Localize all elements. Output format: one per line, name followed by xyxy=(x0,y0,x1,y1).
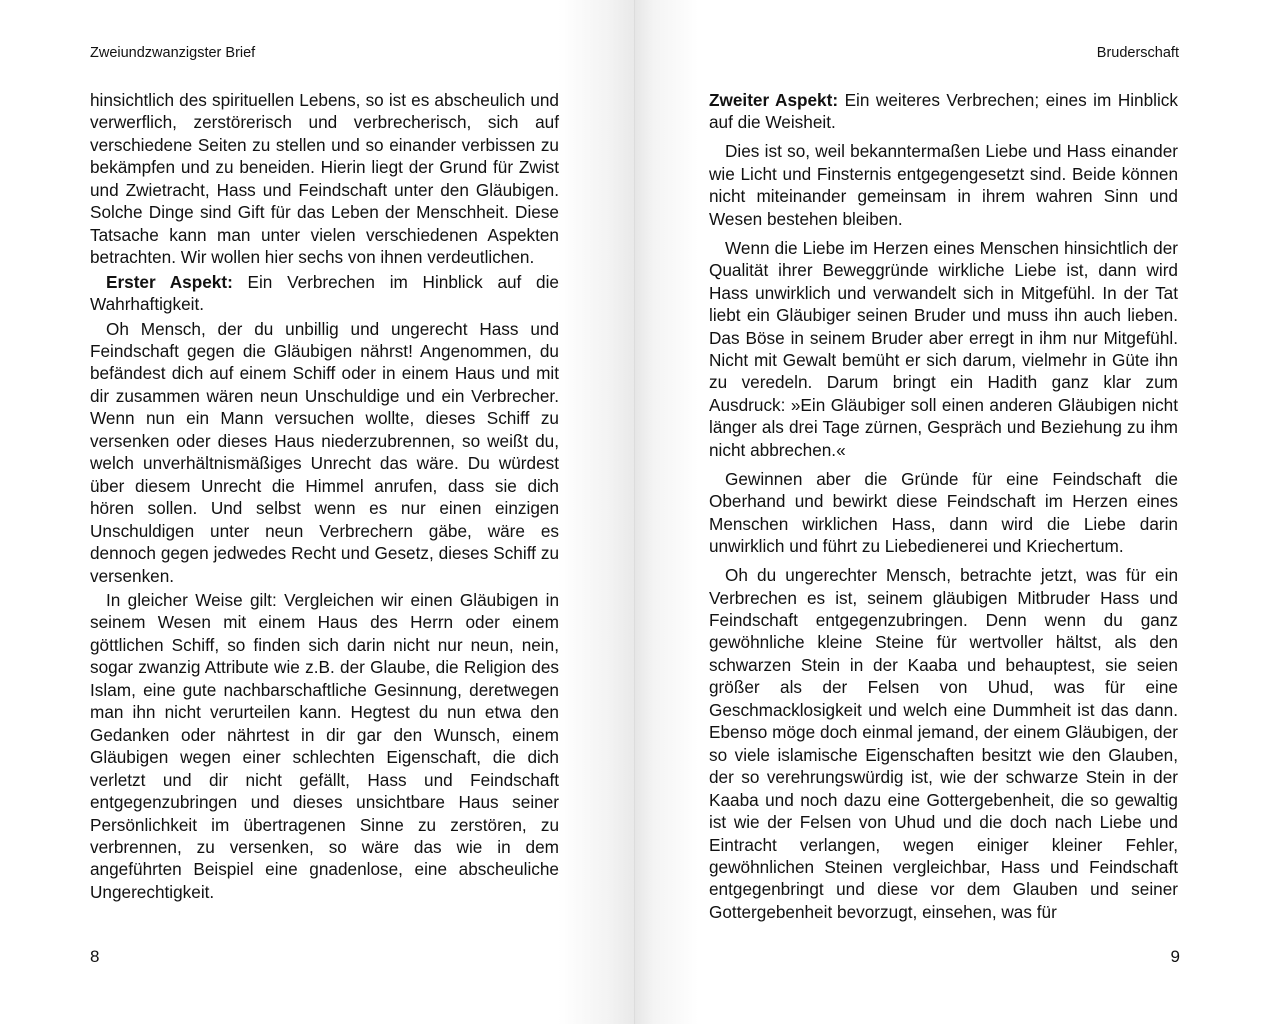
left-text-block xyxy=(90,89,559,905)
right-text-block xyxy=(709,89,1178,930)
right-page xyxy=(635,0,1270,1024)
paragraph xyxy=(90,589,559,903)
aspect-heading: Zweiter Aspekt: xyxy=(709,90,839,110)
paragraph-text: Wenn die Liebe im Herzen eines Menschen hinsichtlich der Qualität ihrer Beweggründe wirkliche Liebe ist, dann wird Hass unwirklich und verwandelt sich in Mitgefühl. In der Tat liebt ein Gläubiger seinen Bruder und muss ihn auch lieben. Das Böse in seinem Bruder aber erregt in ihm nur Mitgefühl. Nicht mit Gewalt bemüht er sich darum, vielmehr in Güte ihn zu veredeln. Darum bringt ein Hadith ganz klar zum Ausdruck: »Ein Gläubiger soll einen anderen Gläubigen nicht länger als drei Tage zürnen, Gespräch und Beziehung zu ihm nicht abbrechen.« xyxy=(709,237,1178,460)
paragraph xyxy=(90,271,559,316)
paragraph-text: Ein Verbrechen im Hinblick auf die Wahrhaftigkeit. xyxy=(90,271,559,315)
paragraph-text: Ein weiteres Verbrechen; eines im Hinblick auf die Weisheit. xyxy=(709,90,1178,133)
paragraph-text: Oh Mensch, der du unbillig und ungerecht Hass und Feindschaft gegen die Gläubigen nährst! Angenommen, du befändest dich auf einem Schiff oder in einem Haus und mit dir zusammen wären neun Unschuldige und ein Verbrecher. Wenn nun ein Mann versuchen wollte, dieses Schiff zu versenken oder dieses Haus niederzubrennen, so weißt du, welch unverhältnismäßiges Unrecht das wäre. Du würdest über diesem Unrecht die Himmel anrufen, dass sie dich hören sollen. Und selbst wenn es nur einen einzigen Unschuldigen unter neun Verbrechern gäbe, wäre es dennoch gegen jedwedes Recht und Gesetz, dieses Schiff zu versenken. xyxy=(90,318,559,586)
paragraph-text: In gleicher Weise gilt: Vergleichen wir einen Gläubigen in seinem Wesen mit einem Haus des Herrn oder einem göttlichen Schiff, so finden sich darin nicht nur neun, nein, sogar zwanzig Attribute wie z.B. der Glaube, die Religion des Islam, eine gute nachbarschaftliche Gesinnung, deretwegen man ihn nicht verurteilen kann. Hegtest du nun etwa den Gedanken oder nährtest in dir gar den Wunsch, einem Gläubigen wegen einer schlechten Eigenschaft, die dich verletzt und dir nicht gefällt, Hass und Feindschaft entgegenzubringen und dieses unsichtbare Haus seiner Persönlichkeit im übertragenen Sinne zu zerstören, zu verbrennen, zu versenken, so wäre das wie in dem angeführten Beispiel eine gnadenlose, eine abscheuliche Ungerechtigkeit. xyxy=(90,589,559,902)
paragraph xyxy=(709,140,1178,230)
paragraph xyxy=(709,468,1178,558)
paragraph xyxy=(709,89,1178,134)
page-number-left: 8 xyxy=(90,947,100,966)
paragraph-text: Dies ist so, weil bekanntermaßen Liebe und Hass einander wie Licht und Finsternis entgegengesetzt sind. Beide können nicht miteinander gemeinsam in ihrem wahren Sinn und Wesen bestehen bleiben. xyxy=(709,141,1178,229)
paragraph xyxy=(709,564,1178,923)
paragraph-text: Gewinnen aber die Gründe für eine Feindschaft die Oberhand und bewirkt diese Feindschaft im Herzen eines Menschen wirklichen Hass, dann wird die Liebe darin unwirklich und führt zu Liebedienerei und Kriechertum. xyxy=(709,468,1178,557)
running-head-left: Zweiundzwanzigster Brief xyxy=(90,45,256,61)
paragraph xyxy=(709,237,1178,462)
aspect-heading: Erster Aspekt: xyxy=(106,271,233,292)
paragraph xyxy=(90,89,559,269)
page-number-right: 9 xyxy=(1170,947,1180,966)
paragraph-text: Oh du ungerechter Mensch, betrachte jetzt, was für ein Verbrechen es ist, seinem gläubigen Mitbruder Hass und Feindschaft entgegenzubringen. Denn wenn du ganz gewöhnliche kleine Steine für wertvoller hältst, als den schwarzen Stein in der Kaaba und behauptest, sie seien größer als der Felsen von Uhud, was für eine Geschmacklosigkeit und welch eine Dummheit ist das dann. Ebenso möge doch einmal jemand, der einem Gläubigen, der so viele islamische Eigenschaften besitzt wie den Glauben, der so verehrungswürdig ist, wie der schwarze Stein in der Kaaba und noch dazu eine Gottergebenheit, die so gewaltig ist wie der Felsen von Uhud und die doch nach Liebe und Eintracht verlangen, wegen einiger kleiner Fehler, gewöhnlichen Steinen vergleichbar, Hass und Feindschaft entgegenbringt und diese vor dem Glauben und seiner Gottergebenheit bevorzugt, einsehen, was für xyxy=(709,565,1178,922)
running-head-right: Bruderschaft xyxy=(1096,45,1179,61)
paragraph xyxy=(90,318,559,587)
paragraph-text: hinsichtlich des spirituellen Lebens, so ist es abscheulich und verwerflich, zerstörerisch und verbrecherisch, sich auf verschiedene Seiten zu stellen und so einander verbissen zu bekämpfen und zu beneiden. Hierin liegt der Grund für Zwist und Zwietracht, Hass und Feindschaft unter den Gläubigen. Solche Dinge sind Gift für das Leben der Menschheit. Diese Tatsache kann man unter vielen verschiedenen Aspekten betrachten. Wir wollen hier sechs von ihnen verdeutlichen. xyxy=(90,90,559,268)
